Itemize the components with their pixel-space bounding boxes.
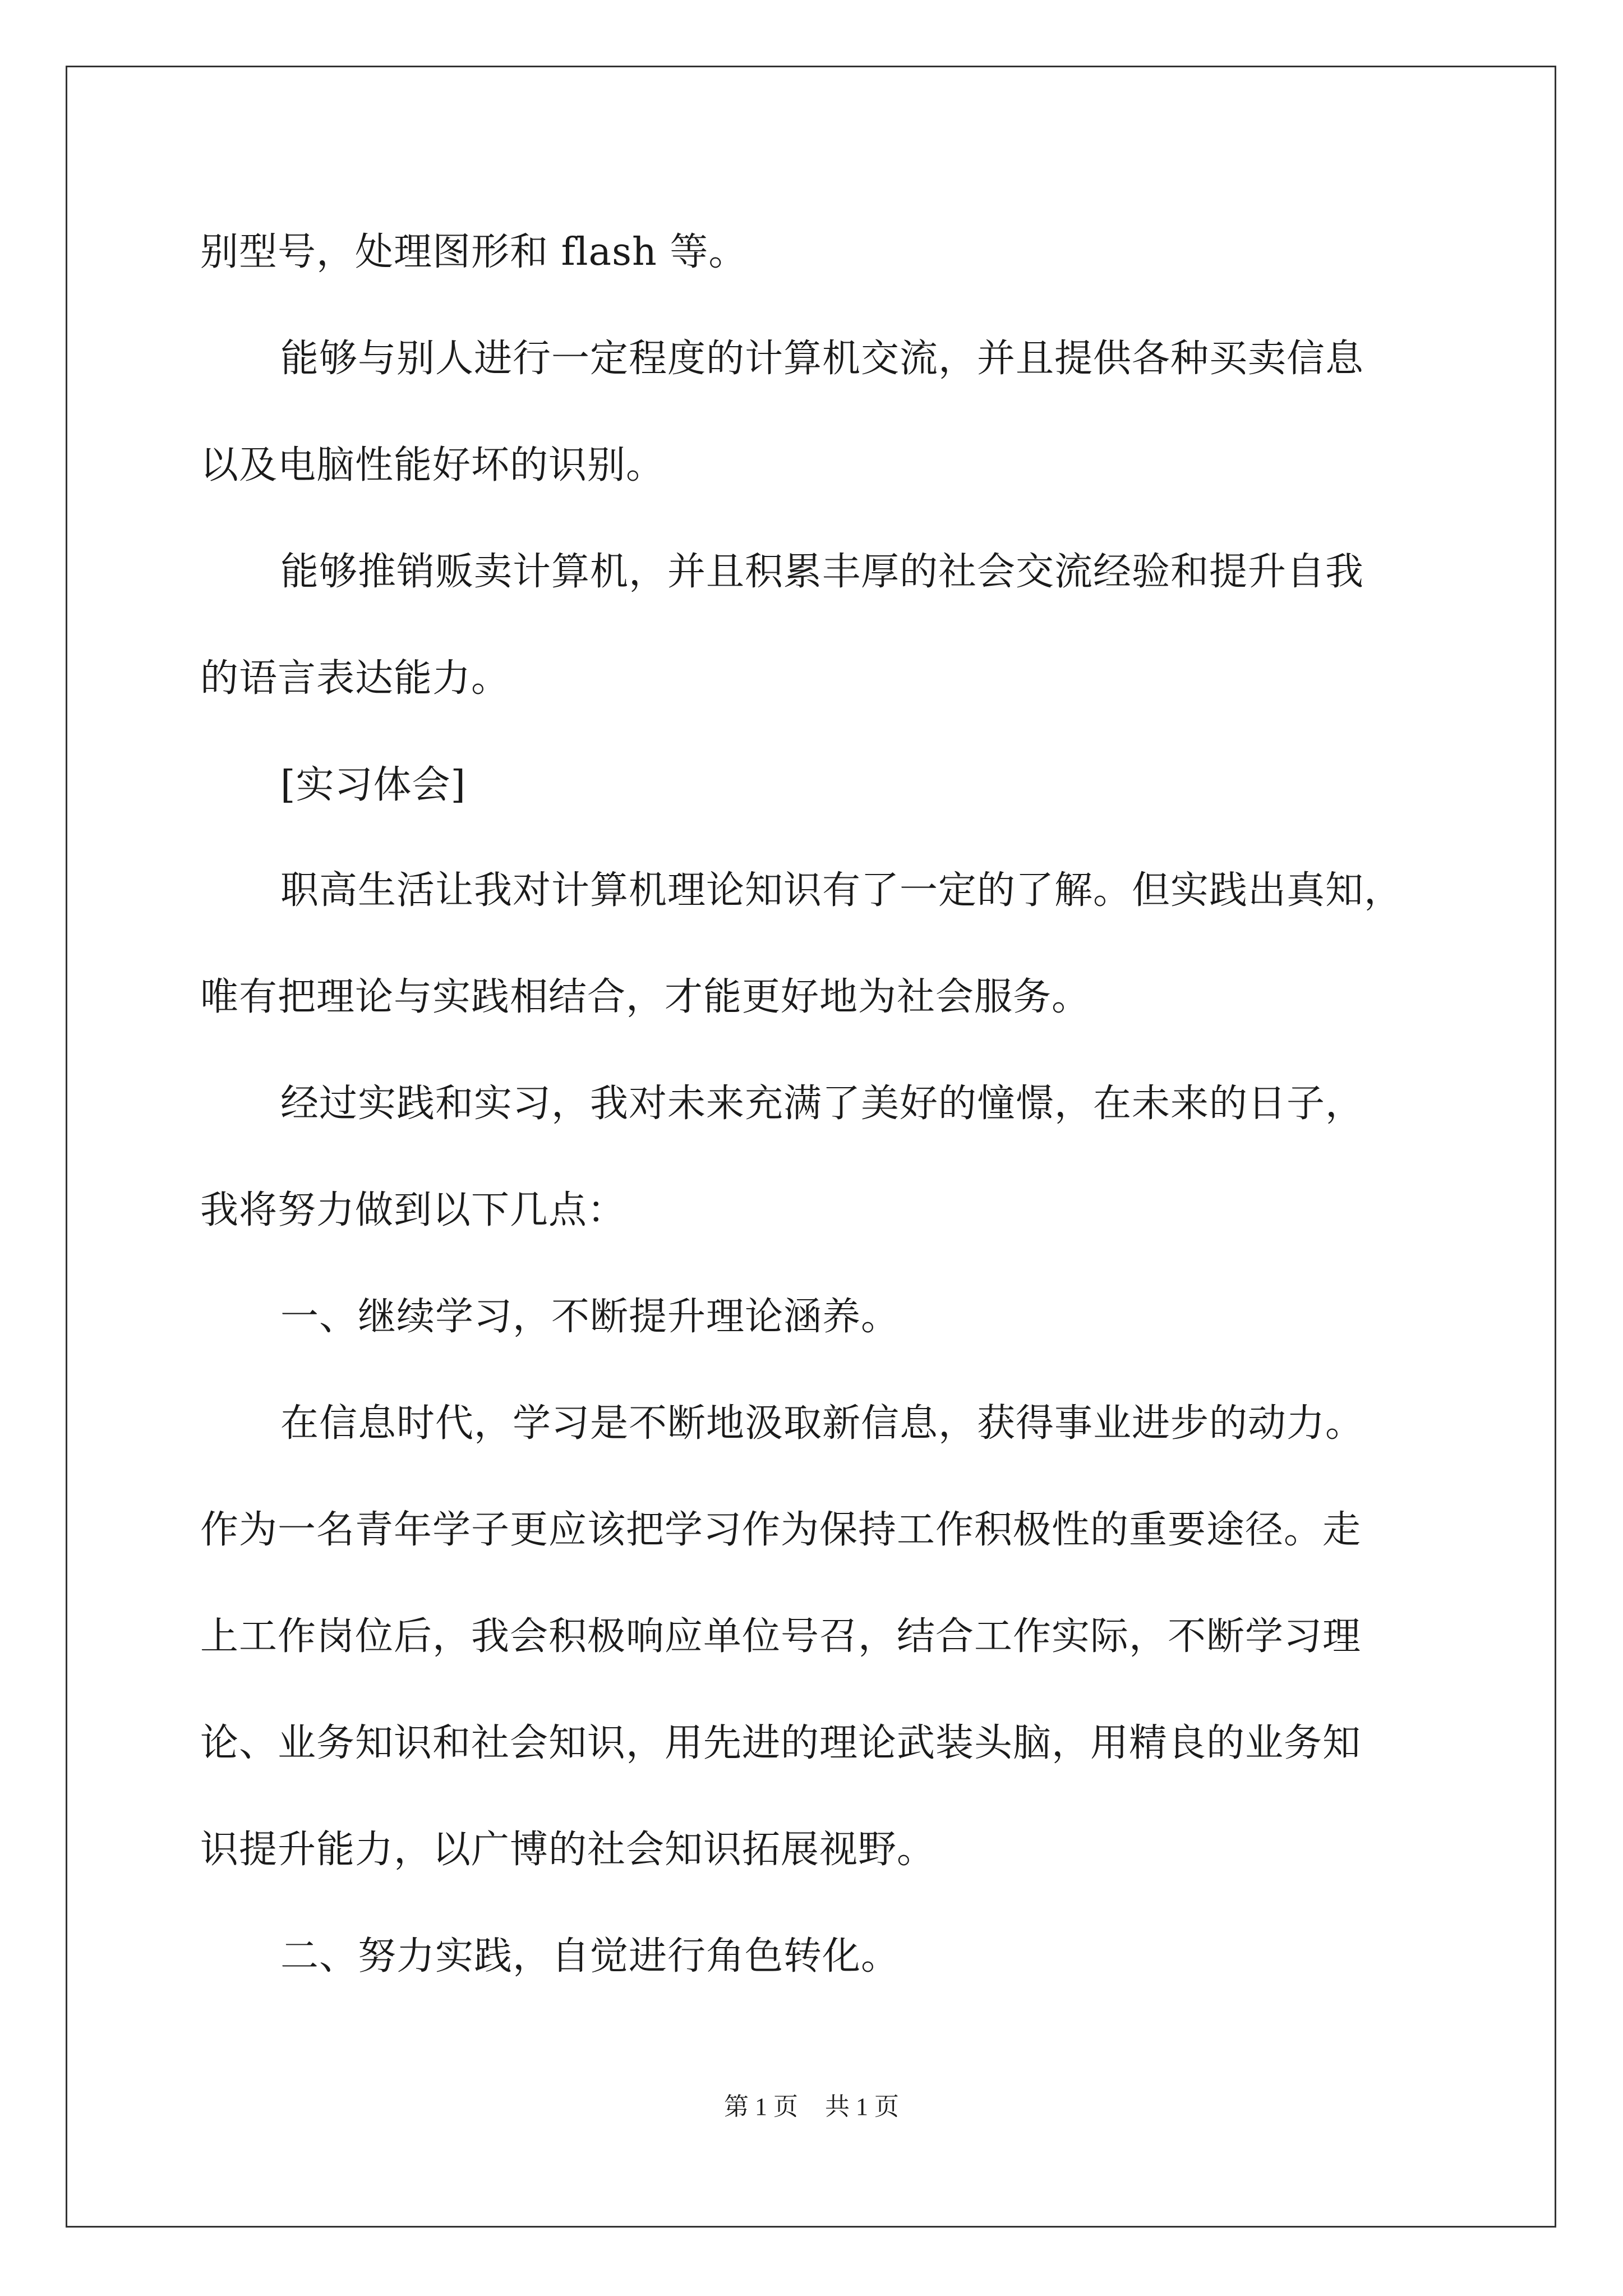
numbered-heading: 一、继续学习，不断提升理论涵养。 [280,1295,900,1339]
text-line: 的语言表达能力。 [200,656,510,701]
text-line: 经过实践和实习，我对未来充满了美好的憧憬，在未来的日子， [280,1082,1364,1126]
text-line: 论、业务知识和社会知识，用先进的理论武装头脑，用精良的业务知 [200,1721,1362,1765]
text-line: 作为一名青年学子更应该把学习作为保持工作积极性的重要途径。走 [200,1508,1362,1552]
section-heading: [实习体会] [280,763,467,807]
text-line: 我将努力做到以下几点： [200,1188,626,1232]
text-line: 能够与别人进行一定程度的计算机交流，并且提供各种买卖信息 [280,337,1364,381]
numbered-heading: 二、努力实践，自觉进行角色转化。 [280,1934,900,1978]
text-line: 职高生活让我对计算机理论知识有了一定的了解。但实践出真知， [280,868,1403,913]
page-footer [0,2091,1623,2123]
text-line: 以及电脑性能好坏的识别。 [200,443,665,487]
text-line: 别型号，处理图形和 flash 等。 [200,230,748,274]
page-border [66,66,1556,2228]
text-line: 唯有把理论与实践相结合，才能更好地为社会服务。 [200,975,1091,1019]
text-line: 能够推销贩卖计算机，并且积累丰厚的社会交流经验和提升自我 [280,550,1364,594]
text-line: 上工作岗位后，我会积极响应单位号召，结合工作实际，不断学习理 [200,1614,1362,1659]
page-number: 第 1 页 [724,2093,798,2120]
text-line: 识提升能力，以广博的社会知识拓展视野。 [200,1828,936,1872]
text-line: 在信息时代，学习是不断地汲取新信息，获得事业进步的动力。 [280,1401,1364,1446]
page-total: 共 1 页 [825,2093,899,2120]
